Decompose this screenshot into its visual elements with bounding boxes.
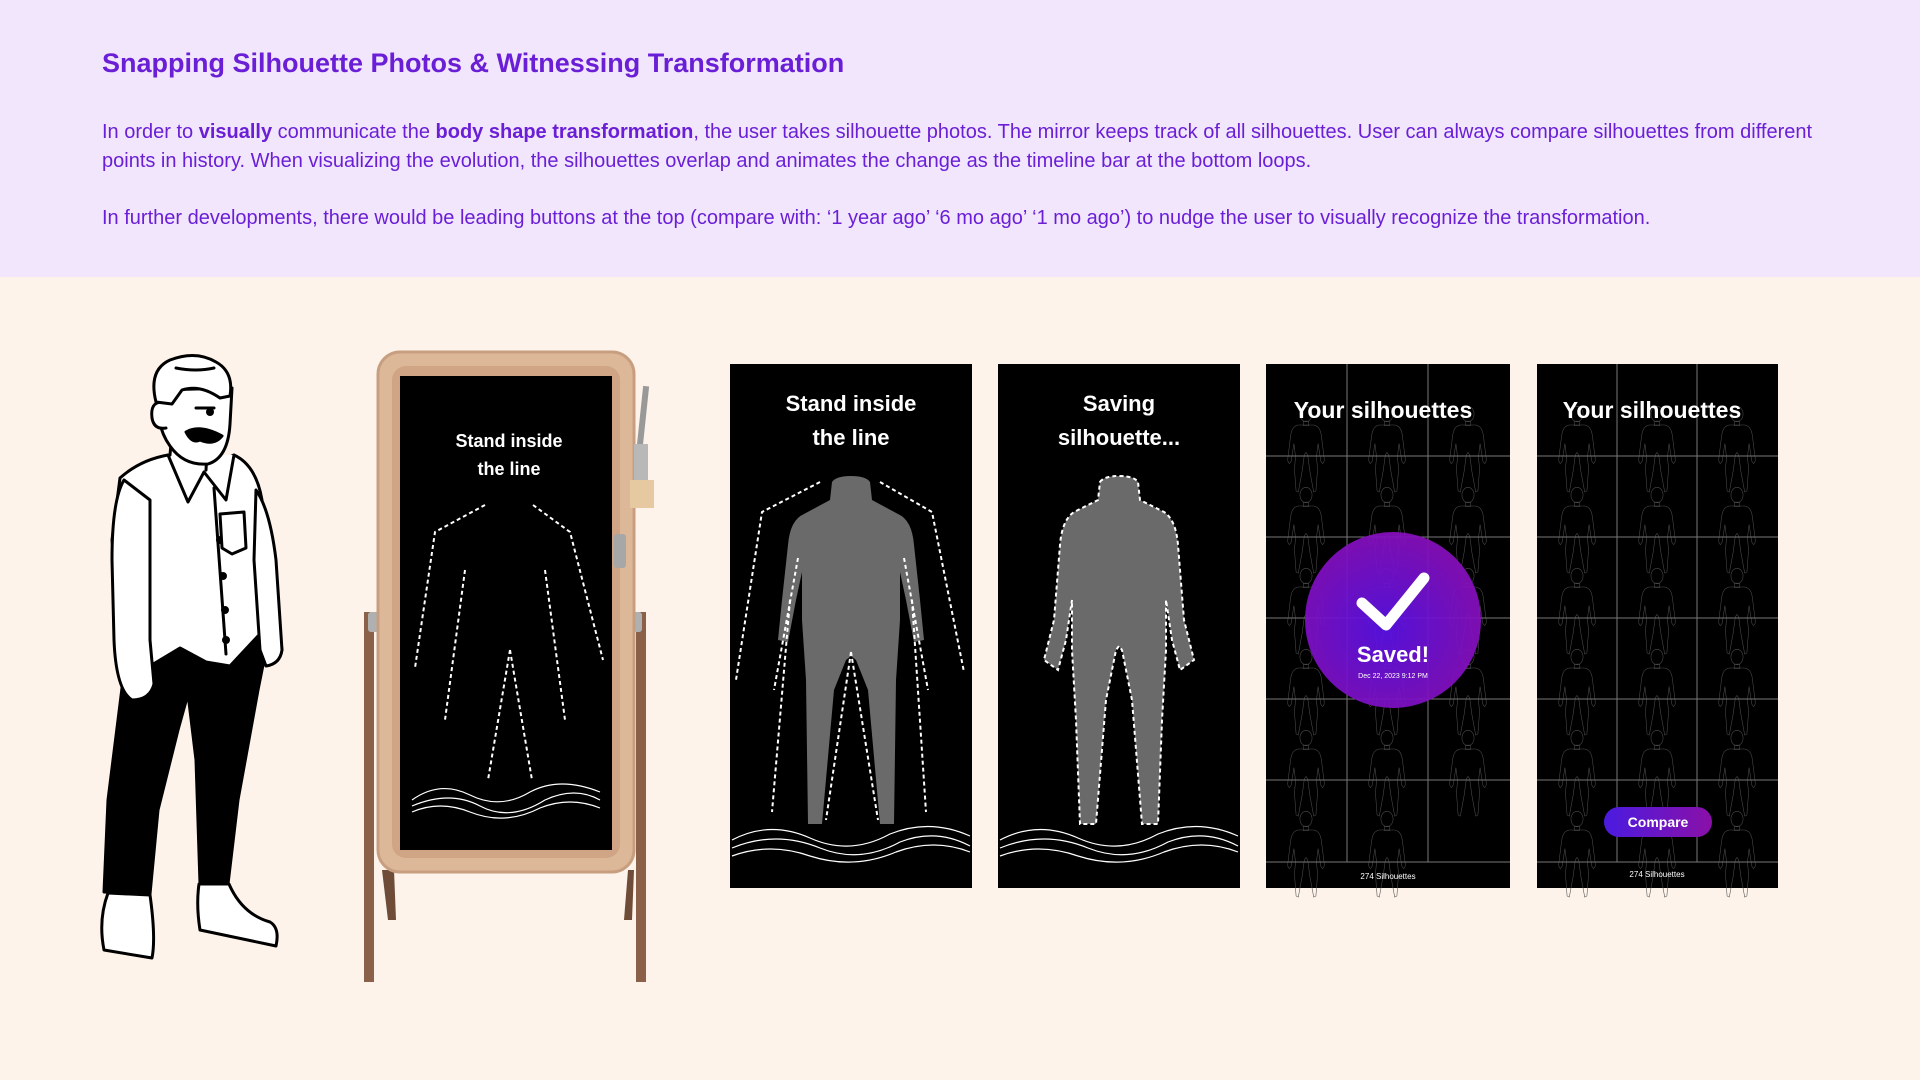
p1-text-c: , the user takes silhouette photos. The mirror keeps track of all silhouettes. User can always compare silhouettes from different points in history. When visualizing the evolution, the silhouettes overlap and animates the change as the timeline bar at the bottom loops.	[102, 121, 1813, 172]
compare-button[interactable]	[1604, 807, 1712, 837]
mirror-right-leg	[636, 612, 646, 982]
illustration-scene	[0, 277, 1920, 1080]
screen-compare	[1537, 364, 1778, 897]
header-section	[0, 0, 1920, 277]
screen1-line-2: the line	[812, 425, 890, 450]
screen3-silhouette-count: 274 Silhouettes	[1360, 872, 1416, 881]
screen-stand-inside	[730, 364, 972, 888]
scene-canvas	[0, 277, 1920, 1080]
screen4-silhouette-count: 274 Silhouettes	[1629, 870, 1685, 879]
screen4-title: Your silhouettes	[1562, 397, 1742, 423]
p1-text-b: communicate the	[272, 121, 436, 143]
screen-saving	[998, 364, 1240, 888]
compare-button-label: Compare	[1627, 814, 1689, 830]
screen3-title: Your silhouettes	[1293, 397, 1473, 423]
description-paragraph-1	[102, 118, 1822, 176]
screen2-line-2: silhouette...	[1057, 425, 1181, 450]
mirror-left-leg	[364, 612, 374, 982]
description-paragraph-2: In further developments, there would be leading buttons at the top (compare with: ‘1 year ago’ ‘6 mo ago’ ‘1 mo ago’) to nudge the user to visually recognize the transformation.	[102, 207, 1651, 229]
p1-emphasis-visually: visually	[198, 121, 273, 143]
mirror-prompt-line-2: the line	[477, 459, 541, 479]
p1-text-a: In order to	[102, 121, 199, 143]
saved-timestamp: Dec 22, 2023 9:12 PM	[1358, 673, 1428, 680]
page-title: Snapping Silhouette Photos & Witnessing Transformation	[102, 48, 845, 78]
saved-label: Saved!	[1356, 642, 1430, 667]
man-illustration	[102, 355, 282, 958]
screen1-line-1: Stand inside	[785, 391, 917, 416]
screen2-line-1: Saving	[1082, 391, 1156, 416]
p1-emphasis-body-shape: body shape transformation	[435, 121, 694, 143]
smart-mirror	[364, 352, 654, 982]
screen-saved	[1266, 364, 1510, 897]
mirror-prompt-line-1: Stand inside	[455, 431, 563, 451]
